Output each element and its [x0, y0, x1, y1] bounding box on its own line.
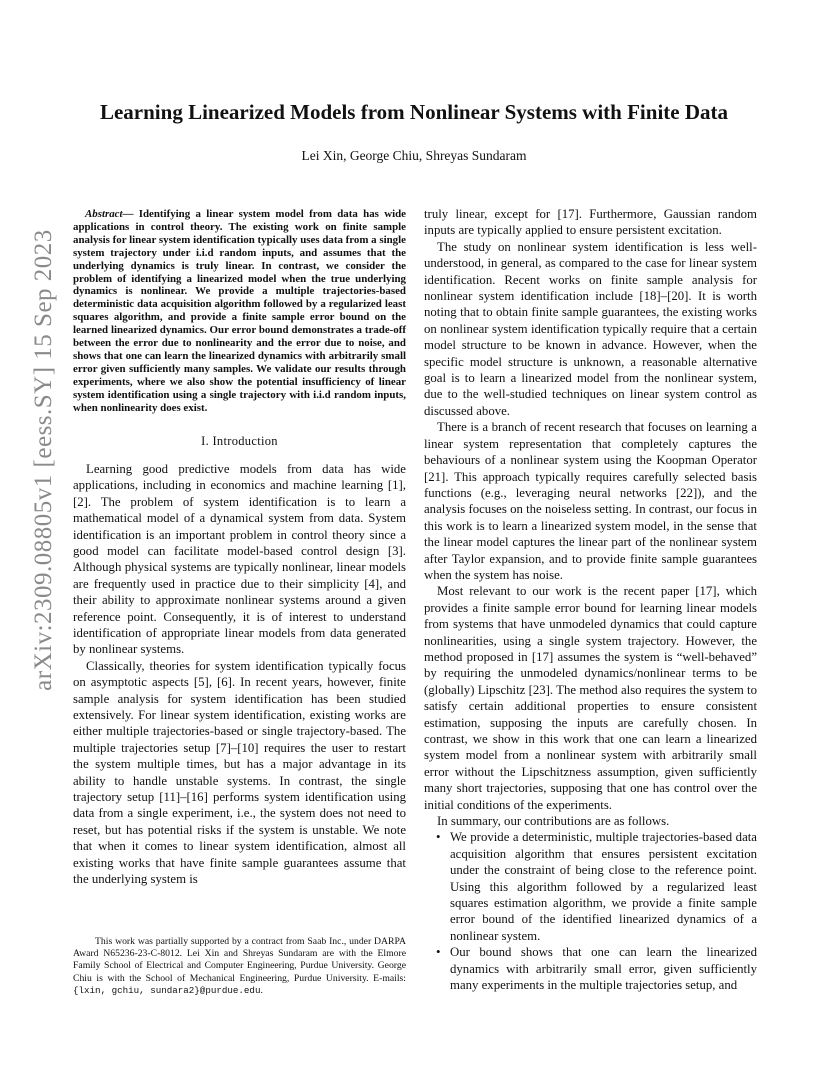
abstract-label: Abstract — [85, 208, 123, 220]
bullet-icon: • — [436, 945, 441, 960]
section-heading-introduction: I. Introduction — [201, 433, 278, 448]
contribution-text: We provide a deterministic, multiple trajectories-based data acquisition algorithm that ensures persistent excitation under the constraint of being close to the reference point. Using this algorithm followed by a regularized least squares estimation algorithm, we provide a finite sample error bound of the identified linearized dynamics of a nonlinear system. — [450, 830, 757, 943]
right-paragraph-1: truly linear, except for [17]. Furthermore, Gaussian random inputs are typically applied to ensure persistent excitation. — [424, 207, 757, 238]
bullet-icon: • — [436, 830, 441, 845]
abstract-dash: — — [122, 208, 139, 220]
paper-title: Learning Linearized Models from Nonlinear Systems with Finite Data — [99, 100, 729, 124]
arxiv-identifier-stamp — [24, 140, 64, 780]
intro-paragraph-2: Classically, theories for system identification typically focus on asymptotic aspects [5], [6]. In recent years, however, finite sample analysis for system identification has been studied extensively. For linear system identification, existing works are either multiple trajectories-based or single trajectory-based. The multiple trajectories setup [7]–[10] requires the user to restart the system multiple times, but has a major advantage in its ability to handle unstable systems. In contrast, the single trajectory setup [11]–[16] performs system identification using data from a single experiment, i.e., the system does not need to reset, but has potential risks if the system is unstable. We note that when it comes to linear system identification, almost all existing works that have finite sample guarantees assume that the underlying system is — [73, 658, 406, 887]
footnote-text: This work was partially supported by a contract from Saab Inc., under DARPA Award N65236-23-C-8012. Lei Xin and Shreyas Sundaram are with the Elmore Family School of Electrical and Computer Engineering, Purdue University. George Chiu is with the School of Mechanical Engineering, Purdue University. E-mails: — [73, 936, 406, 984]
footnote-end: . — [260, 984, 263, 996]
contribution-text: Our bound shows that one can learn the linearized dynamics with arbitrarily small error, given sufficiently many experiments in the multiple trajectories setup, and — [450, 945, 757, 993]
right-paragraph-4: Most relevant to our work is the recent paper [17], which provides a finite sample error bound for learning linear models from systems that have unmodeled dynamics that could capture nonlinearities, using a single system trajectory. However, the method proposed in [17] assumes the system is “well-behaved” by requiring the unmodeled dynamics/nonlinear terms to be (globally) Lipschitz [23]. The method also requires the system to satisfy certain additional properties to ensure consistent estimation, supposing the inputs are carefully chosen. In contrast, we show in this work that one can learn a linearized system model from a nonlinear system with arbitrarily small error without the Lipschitzness assumption, given sufficiently many short trajectories, supposing that one has control over the initial conditions of the experiments. — [424, 584, 757, 812]
abstract-text: Identifying a linear system model from data has wide applications in control theory. The existing work on finite sample analysis for linear system identification typically uses data from a single system trajectory under i.i.d random inputs, and assumes that the underlying dynamics is truly linear. In contrast, we consider the problem of identifying a linearized model when the true underlying dynamics is nonlinear. We provide a multiple trajectories-based deterministic data acquisition algorithm followed by a regularized least squares algorithm, and provide a finite sample error bound on the learned linearized dynamics. Our error bound demonstrates a trade-off between the error due to nonlinearity and the error due to noise, and shows that one can learn the linearized dynamics with arbitrarily small error given sufficiently many samples. We validate our results through experiments, where we also show the potential insufficiency of linear system identification using a single trajectory with i.i.d random inputs, when nonlinearity does exist. — [73, 208, 406, 414]
contributions-list — [424, 829, 757, 993]
right-paragraph-5: In summary, our contributions are as follows. — [437, 814, 670, 829]
contribution-item — [424, 829, 757, 944]
right-paragraph-3: There is a branch of recent research that focuses on learning a linear system representation that completely captures the behaviours of a nonlinear system using the Koopman Operator [21]. This approach typically requires carefully selected basis functions (e.g., leveraging neural networks [22]), and the analysis focuses on the noiseless setting. In contrast, our focus in this work is to learn a linearized system model, in the sense that the linear model captures the linear part of the nonlinear system after Taylor expansion, and to provide finite sample guarantees when the system has noise. — [424, 420, 757, 582]
footnote — [73, 936, 406, 997]
footnote-emails: {lxin, gchiu, sundara2}@purdue.edu — [73, 984, 261, 996]
right-paragraph-2: The study on nonlinear system identification is less well-understood, in general, as compared to the case for linear system identification. Recent works on finite sample analysis for nonlinear system identification include [18]–[20]. It is worth noting that to obtain finite sample guarantees, the existing works on nonlinear system identification typically require that a certain model structure to be known in advance. However, when the specific model structure is unknown, a reasonable alternative goal is to learn a linearized model from the nonlinear system, due to the well-studied techniques on linear system control as discussed above. — [424, 239, 757, 418]
paper-authors: Lei Xin, George Chiu, Shreyas Sundaram — [301, 148, 527, 163]
abstract — [73, 208, 406, 415]
intro-paragraph-1: Learning good predictive models from data has wide applications, including in economics and machine learning [1], [2]. The problem of system identification is to learn a mathematical model of a dynamical system from data. System identification is an important problem in control theory since a good model can facilitate model-based control design [3]. Although physical systems are typically nonlinear, linear models are frequently used in practice due to their simplicity [4], and their ability to approximate nonlinear systems around a given reference point. Consequently, it is of interest to understand identification of appropriate linear models from data generated by nonlinear systems. — [73, 461, 406, 657]
left-column — [73, 206, 406, 887]
contribution-item — [424, 944, 757, 993]
right-column — [424, 206, 757, 994]
arxiv-identifier-text: arXiv:2309.08805v1 [eess.SY] 15 Sep 2023 — [30, 229, 58, 691]
